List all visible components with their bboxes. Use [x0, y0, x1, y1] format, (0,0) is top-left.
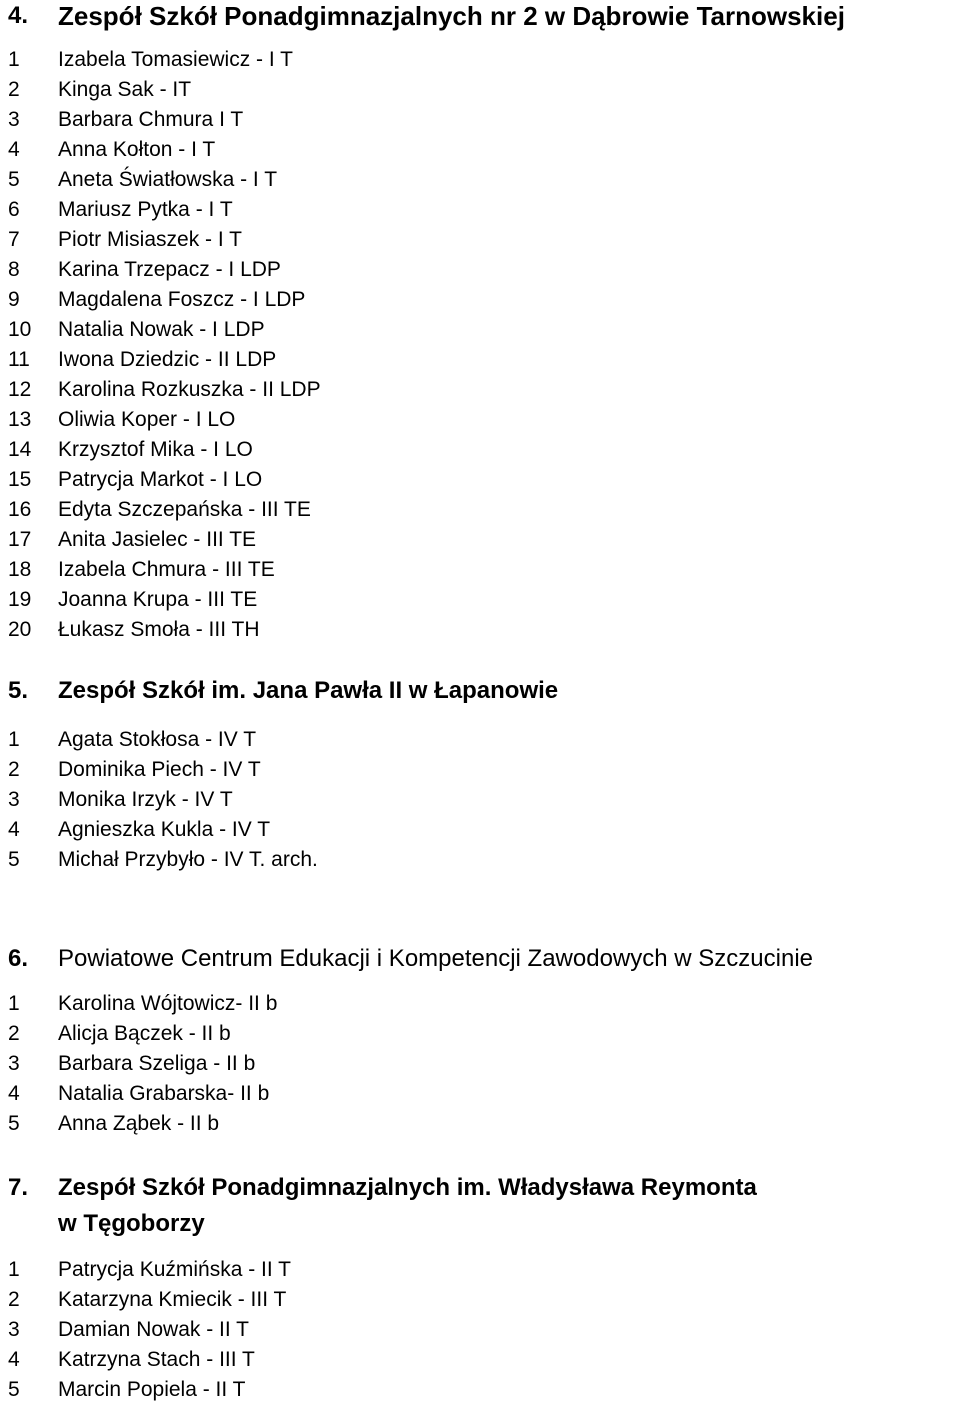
item-number: 2	[8, 1288, 20, 1311]
item-number: 1	[8, 992, 20, 1015]
student-name: Oliwia Koper - I LO	[58, 408, 236, 431]
student-name: Kinga Sak - IT	[58, 78, 192, 101]
student-name: Karolina Rozkuszka - II LDP	[58, 378, 321, 401]
item-number: 12	[8, 378, 32, 401]
item-number: 4	[8, 1348, 20, 1371]
item-number: 7	[8, 228, 20, 251]
item-number: 5	[8, 1112, 20, 1135]
item-number: 8	[8, 258, 20, 281]
section-title: Zespół Szkół im. Jana Pawła II w Łapanowie	[58, 677, 559, 704]
student-name: Katrzyna Stach - III T	[58, 1348, 255, 1371]
item-number: 5	[8, 168, 20, 191]
student-name: Izabela Chmura - III TE	[58, 558, 275, 581]
item-number: 3	[8, 788, 20, 811]
item-number: 11	[8, 348, 30, 371]
item-number: 1	[8, 728, 20, 751]
section-header	[0, 0, 960, 36]
section-number: 7.	[8, 1174, 29, 1201]
item-number: 3	[8, 1052, 20, 1075]
item-number: 3	[8, 108, 20, 131]
section-7	[0, 1172, 960, 1401]
section-number: 4.	[8, 2, 29, 29]
student-name: Dominika Piech - IV T	[58, 758, 261, 781]
item-number: 18	[8, 558, 32, 581]
student-name: Barbara Szeliga - II b	[58, 1052, 256, 1075]
item-number: 4	[8, 818, 20, 841]
section-5	[0, 675, 960, 871]
student-name: Magdalena Foszcz - I LDP	[58, 288, 306, 311]
item-number: 10	[8, 318, 32, 341]
student-name: Izabela Tomasiewicz - I T	[58, 48, 293, 71]
student-name: Agata Stokłosa - IV T	[58, 728, 257, 751]
item-number: 9	[8, 288, 20, 311]
section-title: Zespół Szkół Ponadgimnazjalnych nr 2 w Dąbrowie Tarnowskiej	[58, 1, 845, 31]
student-name: Krzysztof Mika - I LO	[58, 438, 253, 461]
student-name: Natalia Nowak - I LDP	[58, 318, 265, 341]
item-number: 16	[8, 498, 32, 521]
student-name: Agnieszka Kukla - IV T	[58, 818, 271, 841]
section-number: 6.	[8, 945, 29, 972]
item-number: 3	[8, 1318, 20, 1341]
item-number: 5	[8, 1378, 20, 1401]
student-name: Michał Przybyło - IV T. arch.	[58, 848, 318, 871]
student-name: Marcin Popiela - II T	[58, 1378, 246, 1401]
section-header	[0, 675, 960, 711]
item-number: 15	[8, 468, 32, 491]
item-number: 19	[8, 588, 32, 611]
item-number: 1	[8, 1258, 20, 1281]
student-name: Edyta Szczepańska - III TE	[58, 498, 311, 521]
student-name: Monika Irzyk - IV T	[58, 788, 233, 811]
item-number: 6	[8, 198, 20, 221]
item-number: 1	[8, 48, 20, 71]
student-name: Mariusz Pytka - I T	[58, 198, 233, 221]
student-name: Alicja Bączek - II b	[58, 1022, 231, 1045]
student-name: Łukasz Smoła - III TH	[58, 618, 260, 641]
item-number: 2	[8, 78, 20, 101]
student-name: Patrycja Markot - I LO	[58, 468, 263, 491]
item-number: 5	[8, 848, 20, 871]
item-number: 4	[8, 138, 20, 161]
student-name: Piotr Misiaszek - I T	[58, 228, 242, 251]
section-6	[0, 943, 960, 1135]
student-name: Joanna Krupa - III TE	[58, 588, 258, 611]
section-title: Powiatowe Centrum Edukacji i Kompetencji Zawodowych w Szczucinie	[58, 945, 813, 972]
item-number: 4	[8, 1082, 20, 1105]
item-number: 17	[8, 528, 32, 551]
section-4	[0, 0, 960, 641]
section-header	[0, 1172, 960, 1244]
item-number: 20	[8, 618, 32, 641]
student-name: Karolina Wójtowicz- II b	[58, 992, 278, 1015]
student-name: Barbara Chmura I T	[58, 108, 244, 131]
student-name: Patrycja Kuźmińska - II T	[58, 1258, 292, 1281]
student-name: Damian Nowak - II T	[58, 1318, 249, 1341]
item-number: 2	[8, 758, 20, 781]
section-header	[0, 943, 960, 979]
student-name: Iwona Dziedzic - II LDP	[58, 348, 277, 371]
section-title-line-2: w Tęgoborzy	[58, 1210, 205, 1237]
student-name: Aneta Światłowska - I T	[58, 168, 278, 191]
student-name: Anita Jasielec - III TE	[58, 528, 257, 551]
student-name: Katarzyna Kmiecik - III T	[58, 1288, 287, 1311]
section-number: 5.	[8, 677, 29, 704]
item-number: 14	[8, 438, 32, 461]
student-name: Anna Ząbek - II b	[58, 1112, 220, 1135]
item-number: 13	[8, 408, 32, 431]
item-number: 2	[8, 1022, 20, 1045]
student-name: Anna Kołton - I T	[58, 138, 216, 161]
section-title: Zespół Szkół Ponadgimnazjalnych im. Władysława Reymonta	[58, 1174, 757, 1201]
student-name: Natalia Grabarska- II b	[58, 1082, 270, 1105]
student-name: Karina Trzepacz - I LDP	[58, 258, 281, 281]
